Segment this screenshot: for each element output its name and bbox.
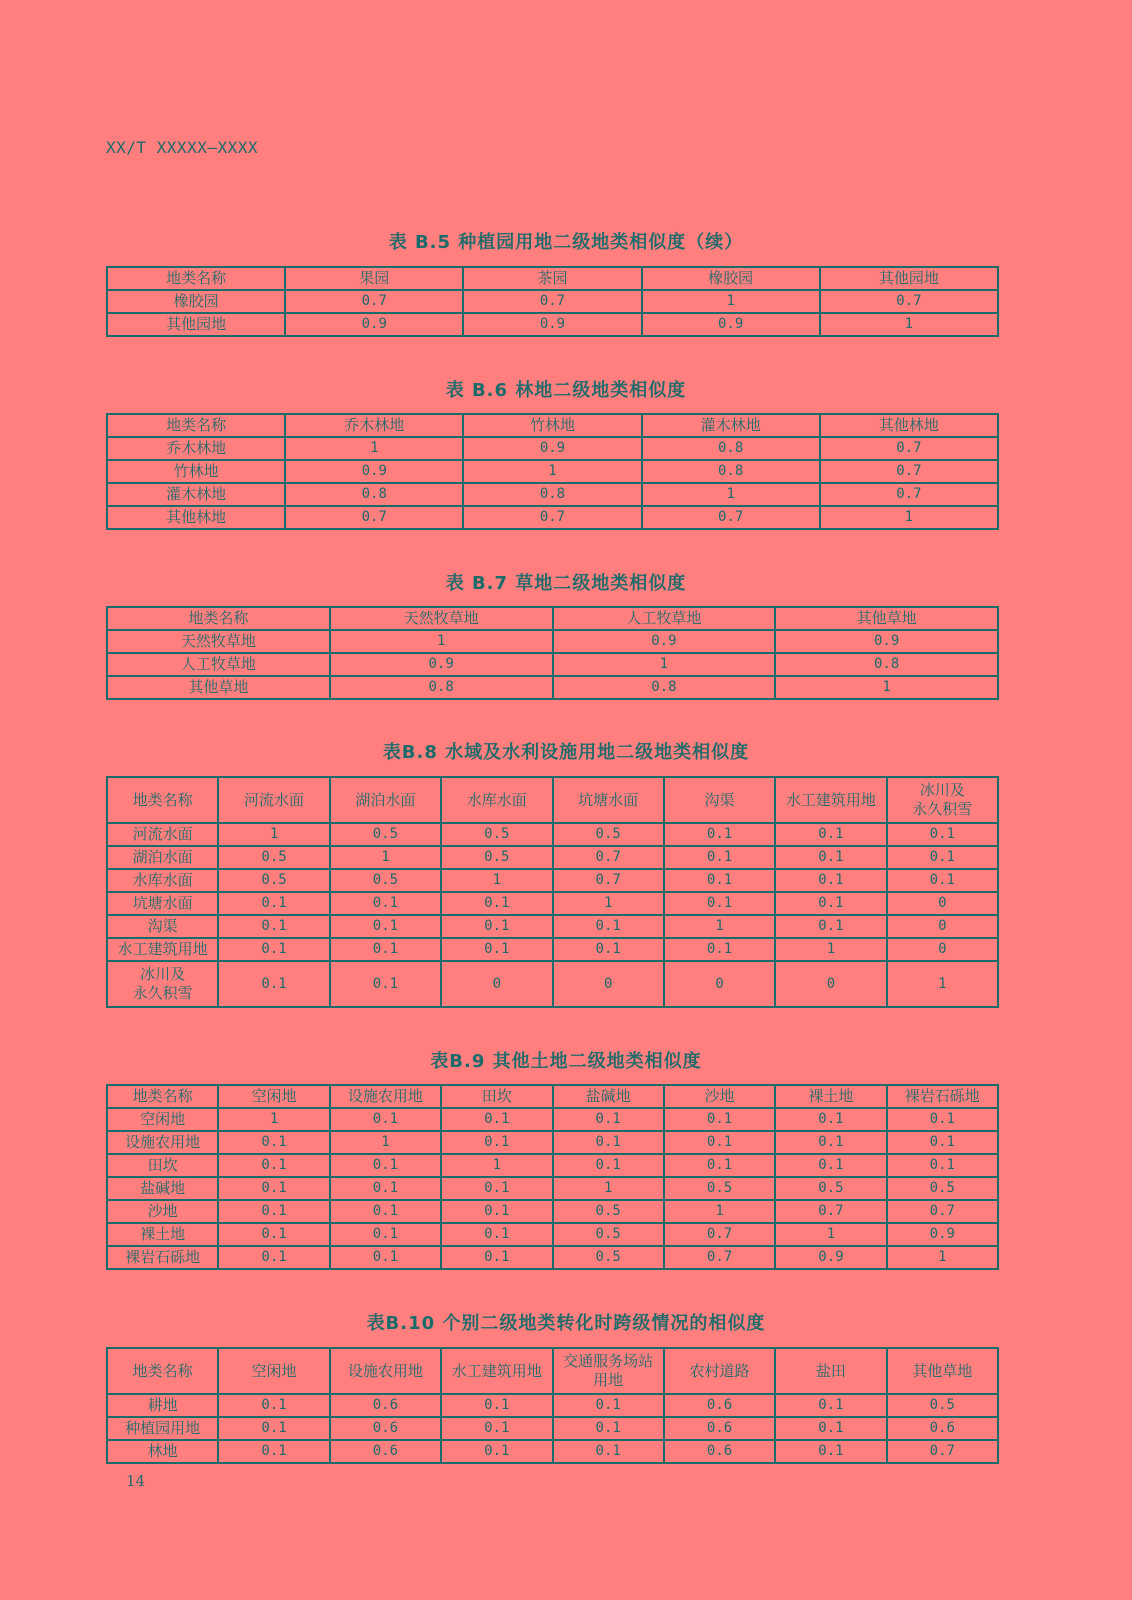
value-cell: 0.1	[441, 1440, 552, 1463]
value-cell: 0.1	[218, 1131, 329, 1154]
value-cell: 0.5	[775, 1177, 886, 1200]
value-cell: 0.1	[441, 1417, 552, 1440]
header-cell: 水工建筑用地	[775, 777, 886, 823]
value-cell: 0.7	[664, 1246, 775, 1269]
similarity-table	[106, 606, 999, 700]
row-label: 其他林地	[107, 506, 285, 529]
value-cell: 0.6	[330, 1394, 441, 1417]
value-cell: 0.1	[664, 1131, 775, 1154]
table-row	[107, 846, 998, 869]
header-cell: 裸岩石砾地	[887, 1085, 998, 1108]
table-row	[107, 938, 998, 961]
header-cell: 果园	[285, 267, 463, 290]
value-cell: 0.1	[553, 1108, 664, 1131]
value-cell: 0.1	[775, 892, 886, 915]
table-caption: 表B.9 其他土地二级地类相似度	[430, 1051, 702, 1072]
header-cell: 水工建筑用地	[441, 1348, 552, 1394]
header-cell: 地类名称	[107, 1085, 218, 1108]
value-cell: 0.1	[553, 938, 664, 961]
similarity-table	[106, 266, 999, 337]
value-cell: 0.1	[330, 961, 441, 1007]
header-cell: 地类名称	[107, 777, 218, 823]
value-cell: 0.5	[553, 823, 664, 846]
row-label: 水工建筑用地	[107, 938, 218, 961]
header-cell: 空闲地	[218, 1348, 329, 1394]
row-label: 河流水面	[107, 823, 218, 846]
value-cell: 0.1	[218, 1177, 329, 1200]
value-cell: 0.6	[664, 1417, 775, 1440]
header-cell: 地类名称	[107, 267, 285, 290]
row-label: 裸岩石砾地	[107, 1246, 218, 1269]
value-cell: 1	[642, 483, 820, 506]
value-cell: 1	[441, 1154, 552, 1177]
header-cell: 裸土地	[775, 1085, 886, 1108]
row-label: 冰川及 永久积雪	[107, 961, 218, 1007]
row-label: 其他园地	[107, 313, 285, 336]
value-cell: 0.9	[775, 630, 998, 653]
header-cell: 农村道路	[664, 1348, 775, 1394]
value-cell: 0.7	[887, 1440, 998, 1463]
value-cell: 1	[441, 869, 552, 892]
header-cell: 冰川及 永久积雪	[887, 777, 998, 823]
value-cell: 0.1	[330, 1108, 441, 1131]
header-cell: 乔木林地	[285, 414, 463, 437]
value-cell: 0.1	[441, 1246, 552, 1269]
value-cell: 0.9	[285, 460, 463, 483]
value-cell: 0.1	[441, 1394, 552, 1417]
header-cell: 水库水面	[441, 777, 552, 823]
value-cell: 0.1	[775, 1440, 886, 1463]
row-label: 其他草地	[107, 676, 330, 699]
value-cell: 0.1	[775, 1108, 886, 1131]
value-cell: 0.1	[218, 1394, 329, 1417]
value-cell: 0.7	[820, 437, 998, 460]
value-cell: 0.7	[664, 1223, 775, 1246]
value-cell: 0.1	[775, 1154, 886, 1177]
table-row	[107, 1200, 998, 1223]
table-row	[107, 1440, 998, 1463]
value-cell: 0.5	[887, 1394, 998, 1417]
value-cell: 1	[887, 1246, 998, 1269]
value-cell: 0.1	[330, 1154, 441, 1177]
header-cell: 设施农用地	[330, 1348, 441, 1394]
value-cell: 0.6	[330, 1440, 441, 1463]
value-cell: 0	[775, 961, 886, 1007]
value-cell: 0.1	[218, 1246, 329, 1269]
value-cell: 0.1	[218, 1154, 329, 1177]
value-cell: 0.1	[887, 846, 998, 869]
value-cell: 0.9	[887, 1223, 998, 1246]
row-label: 竹林地	[107, 460, 285, 483]
value-cell: 0.1	[330, 892, 441, 915]
table-caption: 表B.8 水域及水利设施用地二级地类相似度	[382, 742, 750, 763]
table-row	[107, 869, 998, 892]
value-cell: 0.1	[441, 915, 552, 938]
value-cell: 1	[330, 846, 441, 869]
value-cell: 0.1	[775, 1394, 886, 1417]
row-label: 人工牧草地	[107, 653, 330, 676]
value-cell: 0.5	[887, 1177, 998, 1200]
row-label: 湖泊水面	[107, 846, 218, 869]
row-label: 裸土地	[107, 1223, 218, 1246]
header-cell: 坑塘水面	[553, 777, 664, 823]
row-label: 设施农用地	[107, 1131, 218, 1154]
value-cell: 1	[664, 1200, 775, 1223]
similarity-table	[106, 413, 999, 530]
value-cell: 1	[553, 653, 776, 676]
header-cell: 河流水面	[218, 777, 329, 823]
table-row	[107, 1177, 998, 1200]
value-cell: 0.1	[441, 1223, 552, 1246]
value-cell: 0.7	[553, 869, 664, 892]
value-cell: 0.7	[820, 460, 998, 483]
table-row	[107, 892, 998, 915]
value-cell: 1	[330, 630, 553, 653]
value-cell: 0.1	[553, 1440, 664, 1463]
table-row	[107, 1108, 998, 1131]
header-cell: 盐田	[775, 1348, 886, 1394]
row-label: 天然牧草地	[107, 630, 330, 653]
value-cell: 0.1	[441, 1177, 552, 1200]
table-row	[107, 1394, 998, 1417]
value-cell: 0.9	[285, 313, 463, 336]
table-row	[107, 915, 998, 938]
header-row	[107, 607, 998, 630]
header-cell: 盐碱地	[553, 1085, 664, 1108]
table-row	[107, 1246, 998, 1269]
value-cell: 0.1	[775, 823, 886, 846]
value-cell: 0.8	[642, 460, 820, 483]
table-caption: 表 B.6 林地二级地类相似度	[445, 380, 687, 401]
value-cell: 0.7	[642, 506, 820, 529]
value-cell: 0.1	[775, 869, 886, 892]
header-cell: 其他草地	[775, 607, 998, 630]
value-cell: 0.1	[664, 1154, 775, 1177]
table-row	[107, 1417, 998, 1440]
value-cell: 0.6	[887, 1417, 998, 1440]
row-label: 乔木林地	[107, 437, 285, 460]
row-label: 林地	[107, 1440, 218, 1463]
header-cell: 地类名称	[107, 1348, 218, 1394]
value-cell: 0.1	[441, 938, 552, 961]
header-row	[107, 1348, 998, 1394]
value-cell: 0.6	[664, 1394, 775, 1417]
table-caption: 表 B.7 草地二级地类相似度	[445, 573, 687, 594]
value-cell: 0.6	[330, 1417, 441, 1440]
header-cell: 其他林地	[820, 414, 998, 437]
value-cell: 0.5	[218, 869, 329, 892]
header-row	[107, 1085, 998, 1108]
value-cell: 0.1	[330, 1246, 441, 1269]
value-cell: 1	[775, 676, 998, 699]
value-cell: 0.1	[553, 915, 664, 938]
value-cell: 0.1	[218, 892, 329, 915]
value-cell: 0.1	[218, 1417, 329, 1440]
value-cell: 0.1	[218, 1200, 329, 1223]
table-caption: 表 B.5 种植园用地二级地类相似度（续）	[388, 232, 744, 253]
header-cell: 地类名称	[107, 607, 330, 630]
value-cell: 1	[664, 915, 775, 938]
value-cell: 0.1	[775, 915, 886, 938]
value-cell: 0.1	[664, 846, 775, 869]
value-cell: 0.1	[887, 1131, 998, 1154]
header-cell: 沟渠	[664, 777, 775, 823]
value-cell: 0.1	[553, 1394, 664, 1417]
value-cell: 0.1	[218, 1223, 329, 1246]
value-cell: 0.1	[330, 915, 441, 938]
value-cell: 1	[285, 437, 463, 460]
value-cell: 0.5	[664, 1177, 775, 1200]
value-cell: 0.7	[820, 483, 998, 506]
value-cell: 1	[463, 460, 641, 483]
document-code: XX/T XXXXX—XXXX	[106, 138, 258, 157]
value-cell: 0.8	[775, 653, 998, 676]
row-label: 沟渠	[107, 915, 218, 938]
value-cell: 0.1	[664, 869, 775, 892]
value-cell: 0.1	[887, 1108, 998, 1131]
table-row	[107, 506, 998, 529]
value-cell: 0	[553, 961, 664, 1007]
value-cell: 0	[441, 961, 552, 1007]
value-cell: 0.7	[463, 506, 641, 529]
table-row	[107, 961, 998, 1007]
value-cell: 0.1	[775, 1131, 886, 1154]
value-cell: 0.5	[218, 846, 329, 869]
value-cell: 0	[887, 915, 998, 938]
value-cell: 0.1	[887, 1154, 998, 1177]
value-cell: 1	[218, 1108, 329, 1131]
header-cell: 交通服务场站 用地	[553, 1348, 664, 1394]
header-cell: 橡胶园	[642, 267, 820, 290]
row-label: 盐碱地	[107, 1177, 218, 1200]
table-row	[107, 1131, 998, 1154]
value-cell: 0.5	[553, 1246, 664, 1269]
value-cell: 0.1	[775, 1417, 886, 1440]
value-cell: 0.1	[330, 1200, 441, 1223]
header-cell: 设施农用地	[330, 1085, 441, 1108]
table-row	[107, 290, 998, 313]
value-cell: 0.1	[664, 1108, 775, 1131]
value-cell: 0.8	[642, 437, 820, 460]
value-cell: 0.1	[775, 846, 886, 869]
table-row	[107, 823, 998, 846]
value-cell: 0.6	[664, 1440, 775, 1463]
row-label: 耕地	[107, 1394, 218, 1417]
value-cell: 1	[887, 961, 998, 1007]
row-label: 空闲地	[107, 1108, 218, 1131]
value-cell: 0.1	[330, 1177, 441, 1200]
value-cell: 0.1	[664, 823, 775, 846]
header-cell: 灌木林地	[642, 414, 820, 437]
header-cell: 湖泊水面	[330, 777, 441, 823]
header-cell: 田坎	[441, 1085, 552, 1108]
value-cell: 0.1	[330, 1223, 441, 1246]
value-cell: 0.8	[463, 483, 641, 506]
value-cell: 0.1	[553, 1417, 664, 1440]
value-cell: 1	[775, 938, 886, 961]
similarity-table	[106, 1347, 999, 1464]
table-row	[107, 1154, 998, 1177]
value-cell: 0.9	[330, 653, 553, 676]
header-row	[107, 267, 998, 290]
row-label: 沙地	[107, 1200, 218, 1223]
table-row	[107, 483, 998, 506]
value-cell: 0.1	[441, 1200, 552, 1223]
page-number: 14	[126, 1472, 146, 1490]
value-cell: 0.7	[553, 846, 664, 869]
value-cell: 0.1	[664, 938, 775, 961]
table-row	[107, 1223, 998, 1246]
value-cell: 0.7	[887, 1200, 998, 1223]
value-cell: 0.1	[218, 938, 329, 961]
value-cell: 0.8	[553, 676, 776, 699]
header-row	[107, 414, 998, 437]
similarity-table	[106, 1084, 999, 1270]
value-cell: 1	[642, 290, 820, 313]
value-cell: 0.5	[553, 1223, 664, 1246]
value-cell: 0.7	[285, 506, 463, 529]
value-cell: 1	[330, 1131, 441, 1154]
value-cell: 0.7	[820, 290, 998, 313]
value-cell: 1	[553, 1177, 664, 1200]
table-row	[107, 313, 998, 336]
value-cell: 0.9	[463, 313, 641, 336]
table-caption: 表B.10 个别二级地类转化时跨级情况的相似度	[366, 1313, 766, 1334]
value-cell: 0.9	[553, 630, 776, 653]
value-cell: 0.5	[330, 869, 441, 892]
value-cell: 0.1	[218, 915, 329, 938]
table-row	[107, 460, 998, 483]
value-cell: 0.9	[642, 313, 820, 336]
header-row	[107, 777, 998, 823]
value-cell: 0.1	[664, 892, 775, 915]
row-label: 水库水面	[107, 869, 218, 892]
header-cell: 沙地	[664, 1085, 775, 1108]
value-cell: 0.1	[330, 938, 441, 961]
value-cell: 0.1	[441, 1131, 552, 1154]
value-cell: 0	[887, 892, 998, 915]
header-cell: 空闲地	[218, 1085, 329, 1108]
value-cell: 0.9	[463, 437, 641, 460]
table-row	[107, 437, 998, 460]
value-cell: 0	[664, 961, 775, 1007]
value-cell: 0.9	[775, 1246, 886, 1269]
value-cell: 0.5	[553, 1200, 664, 1223]
row-label: 灌木林地	[107, 483, 285, 506]
value-cell: 0.1	[218, 961, 329, 1007]
header-cell: 茶园	[463, 267, 641, 290]
value-cell: 0.7	[463, 290, 641, 313]
row-label: 坑塘水面	[107, 892, 218, 915]
table-row	[107, 653, 998, 676]
table-row	[107, 676, 998, 699]
value-cell: 0.1	[441, 892, 552, 915]
value-cell: 0.1	[441, 1108, 552, 1131]
value-cell: 1	[553, 892, 664, 915]
row-label: 种植园用地	[107, 1417, 218, 1440]
header-cell: 其他园地	[820, 267, 998, 290]
row-label: 田坎	[107, 1154, 218, 1177]
value-cell: 1	[820, 506, 998, 529]
value-cell: 0.1	[553, 1131, 664, 1154]
value-cell: 0.1	[553, 1154, 664, 1177]
row-label: 橡胶园	[107, 290, 285, 313]
header-cell: 地类名称	[107, 414, 285, 437]
value-cell: 0	[887, 938, 998, 961]
value-cell: 0.5	[330, 823, 441, 846]
value-cell: 1	[218, 823, 329, 846]
similarity-table	[106, 776, 999, 1008]
value-cell: 0.1	[887, 869, 998, 892]
value-cell: 1	[775, 1223, 886, 1246]
header-cell: 人工牧草地	[553, 607, 776, 630]
header-cell: 其他草地	[887, 1348, 998, 1394]
header-cell: 竹林地	[463, 414, 641, 437]
value-cell: 0.8	[285, 483, 463, 506]
table-row	[107, 630, 998, 653]
header-cell: 天然牧草地	[330, 607, 553, 630]
value-cell: 1	[820, 313, 998, 336]
value-cell: 0.5	[441, 823, 552, 846]
value-cell: 0.7	[285, 290, 463, 313]
value-cell: 0.1	[218, 1440, 329, 1463]
value-cell: 0.8	[330, 676, 553, 699]
value-cell: 0.5	[441, 846, 552, 869]
value-cell: 0.1	[887, 823, 998, 846]
value-cell: 0.7	[775, 1200, 886, 1223]
